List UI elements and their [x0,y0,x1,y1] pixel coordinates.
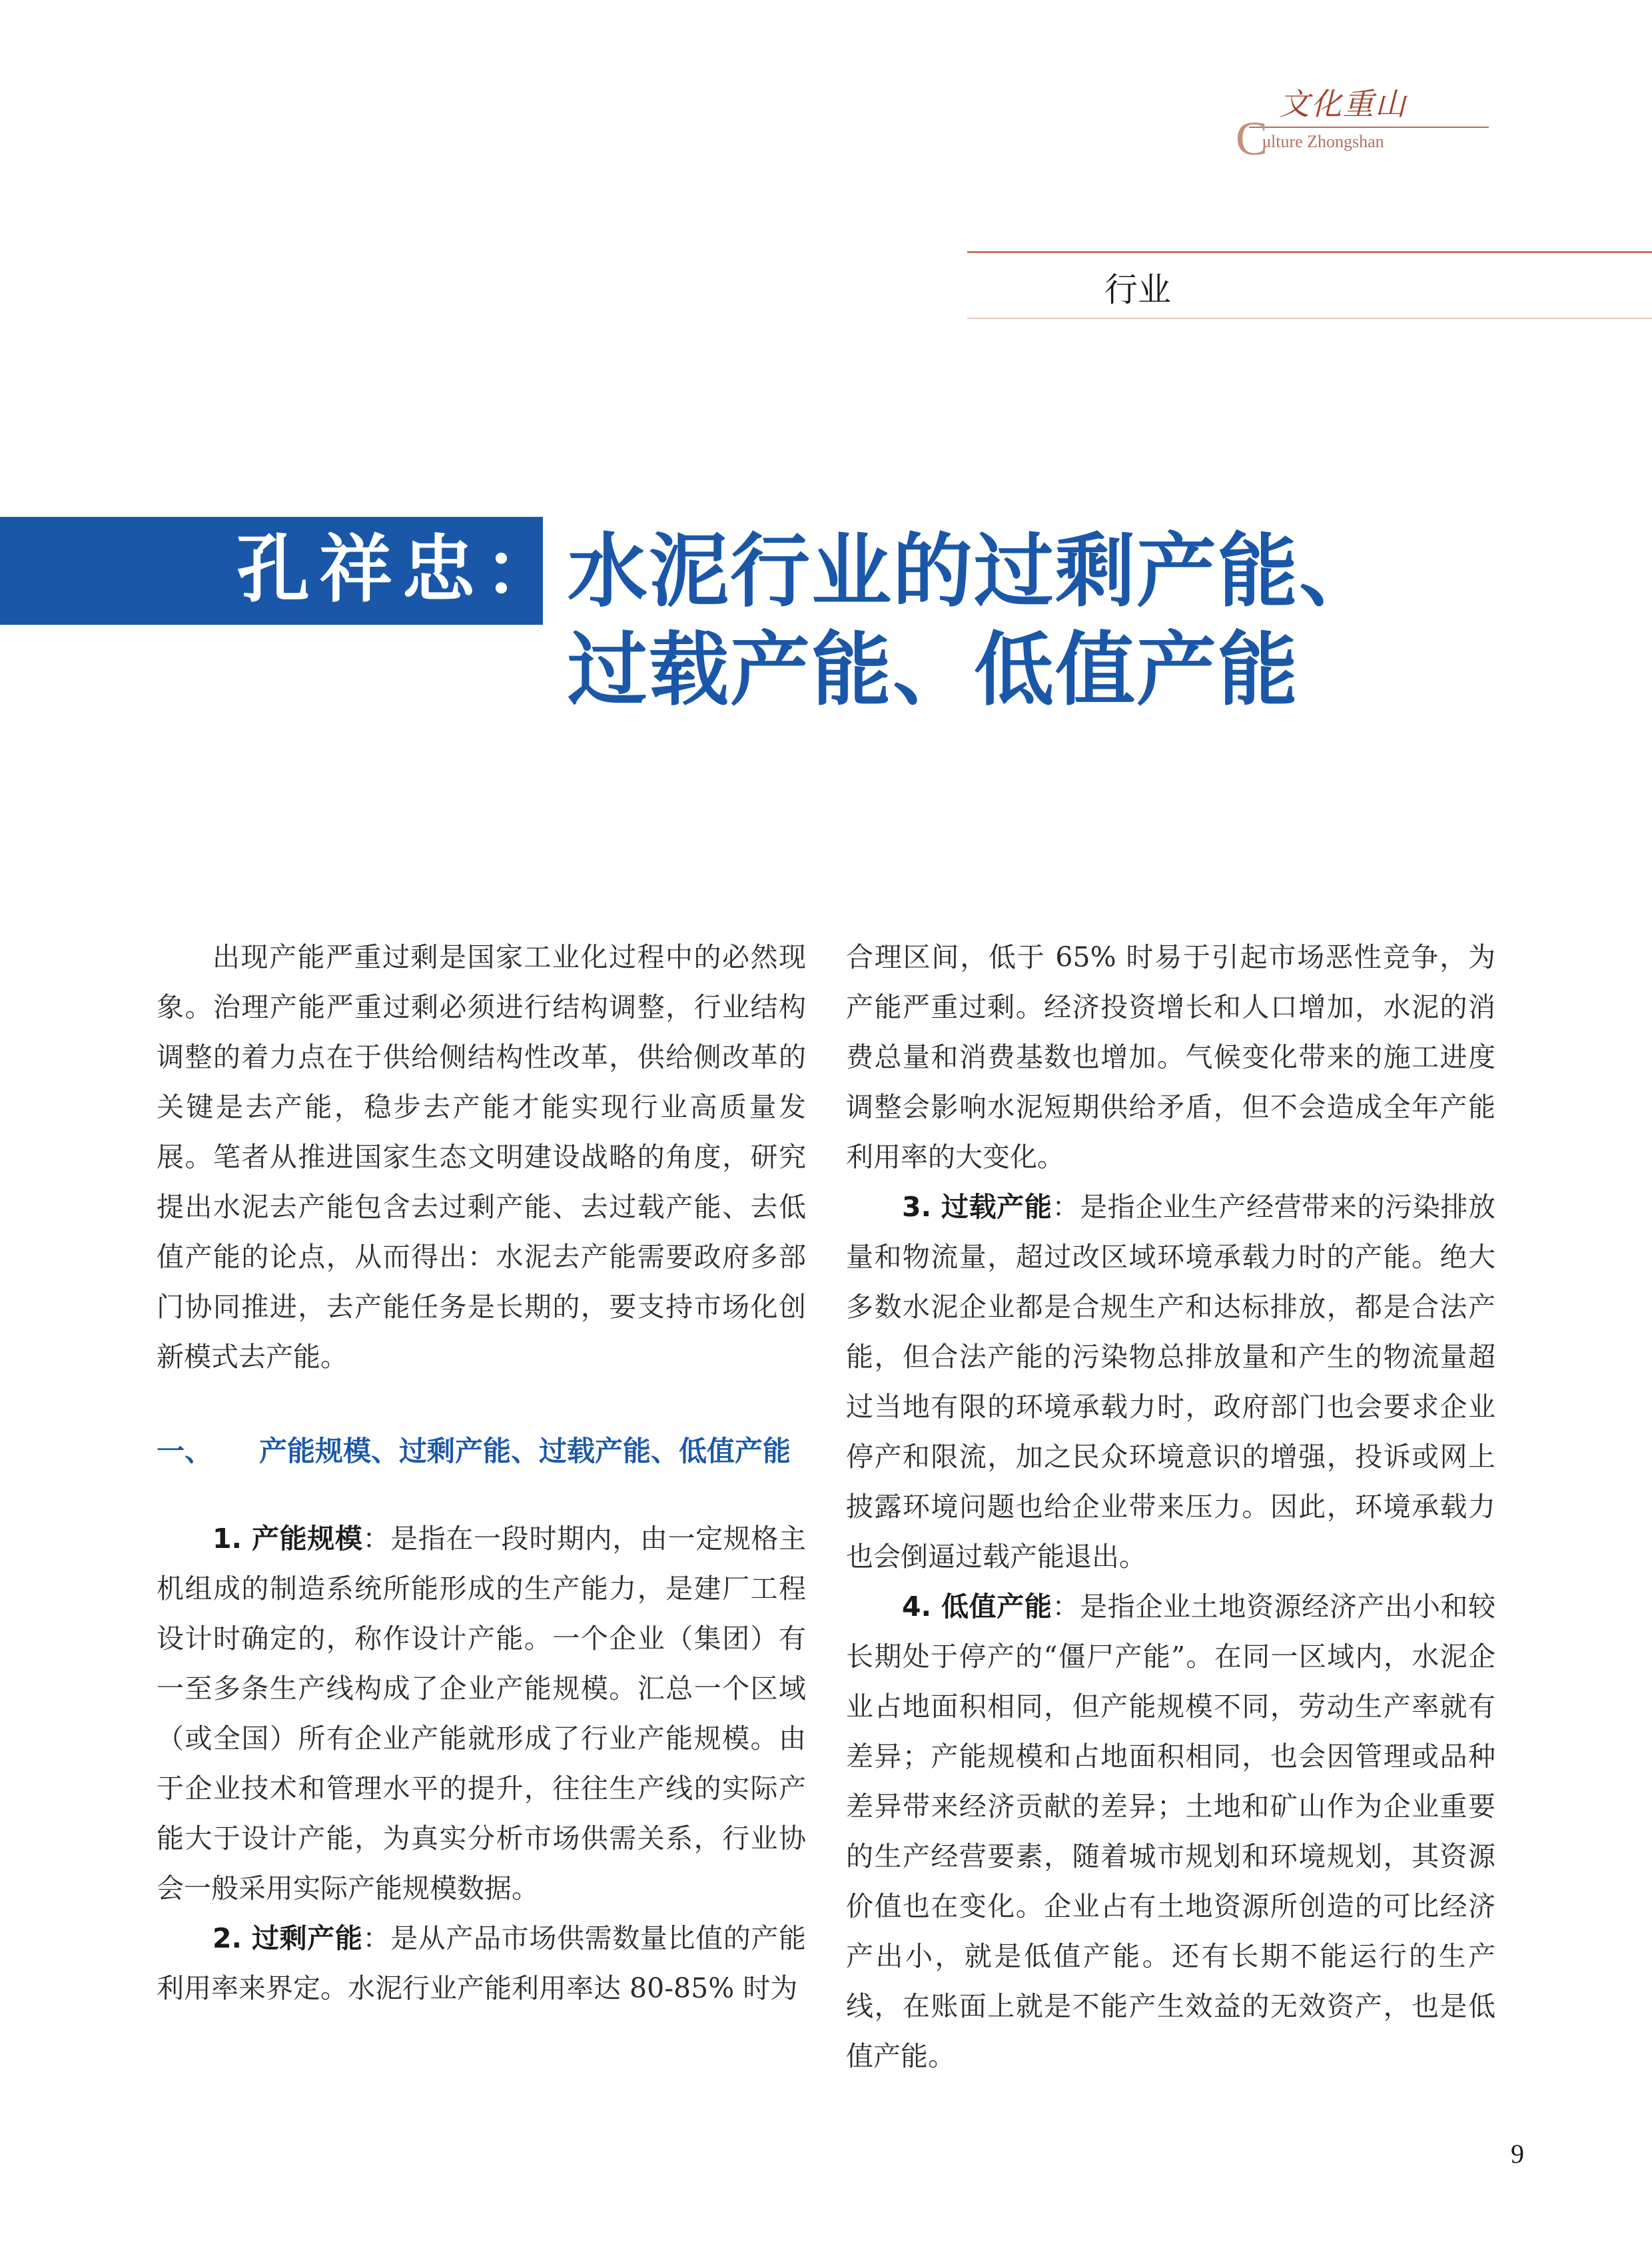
paragraph-low-value-capacity-text: ：是指企业土地资源经济产出小和较长期处于停产的“僵尸产能”。在同一区域内，水泥企业占地面积相同，但产能规模不同，劳动生产率就有差异；产能规模和占地面积相同，也会因管理或品种差异带来经济贡献的差异；土地和矿山作为企业重要的生产经营要素，随着城市规划和环境规划，其资源价值也在变化。企业占有土地资源所创造的可比经济产出小，就是低值产能。还有长期不能运行的生产线，在账面上就是不能产生效益的无效资产，也是低值产能。 [846,1591,1495,2072]
page-number: 9 [1511,2139,1524,2169]
logo-rule [1249,127,1489,128]
section-top-rule [967,251,1652,253]
title-line-1: 水泥行业的过剩产能、 [568,526,1380,618]
article-title [568,523,1500,720]
section-1-heading [157,1427,806,1475]
paragraph-overload-capacity [846,1182,1495,1582]
paragraph-low-value-capacity [846,1582,1495,2081]
intro-paragraph: 出现产能严重过剩是国家工业化过程中的必然现象。治理产能严重过剩必须进行结构调整，行业结构调整的着力点在于供给侧结构性改革，供给侧改革的关键是去产能，稳步去产能才能实现行业高质量发展。笔者从推进国家生态文明建设战略的角度，研究提出水泥去产能包含去过剩产能、去过载产能、去低值产能的论点，从而得出：水泥去产能需要政府多部门协同推进，去产能任务是长期的，要支持市场化创新模式去产能。 [157,941,806,1373]
author-name: 孔祥忠： [236,526,567,612]
paragraph-excess-capacity-continued: 合理区间，低于 65% 时易于引起市场恶性竞争，为产能严重过剩。经济投资增长和人口增加，水泥的消费总量和消费基数也增加。气候变化带来的施工进度调整会影响水泥短期供给矛盾，但不会造成全年产能利用率的大变化。 [846,941,1495,1173]
paragraph-excess-capacity [157,1914,806,2014]
section-1-number: 一、 [157,1435,213,1467]
paragraph-capacity-scale-text: ：是指在一段时期内，由一定规格主机组成的制造系统所能形成的生产能力，是建厂工程设计时确定的，称作设计产能。一个企业（集团）有一至多条生产线构成了企业产能规模。汇总一个区域（或全国）所有企业产能就形成了行业产能规模。由于企业技术和管理水平的提升，往往生产线的实际产能大于设计产能，为真实分析市场供需关系，行业协会一般采用实际产能规模数据。 [157,1523,806,1904]
section-1-title: 产能规模、过剩产能、过载产能、低值产能 [259,1435,791,1467]
section-bottom-rule [967,318,1652,319]
right-column [846,933,1495,2081]
title-line-2: 过载产能、低值产能 [568,624,1299,717]
term-low-value-capacity: 4. 低值产能 [902,1591,1052,1623]
left-column [157,933,806,2014]
paragraph-capacity-scale [157,1514,806,1914]
paragraph-overload-capacity-text: ：是指企业生产经营带来的污染排放量和物流量，超过改区域环境承载力时的产能。绝大多数水泥企业都是合规生产和达标排放，都是合法产能，但合法产能的污染物总排放量和产生的物流量超过当地有限的环境承载力时，政府部门也会要求企业停产和限流，加之民众环境意识的增强，投诉或网上披露环境问题也给企业带来压力。因此，环境承载力也会倒逼过载产能退出。 [846,1191,1495,1573]
logo-initial: C [1236,112,1268,165]
paragraph-excess-capacity-text-a: ：是从产品市场供需数量比值的产能利用率来界定。水泥行业产能利用率达 80-85% 时为 [157,1922,806,2004]
term-overload-capacity: 3. 过载产能 [902,1191,1052,1223]
logo-english-text: ulture Zhongshan [1262,132,1384,151]
section-label: 行业 [1104,270,1171,309]
magazine-logo [1236,80,1489,165]
term-excess-capacity: 2. 过剩产能 [212,1922,363,1954]
term-capacity-scale: 1. 产能规模 [212,1523,363,1555]
logo-chinese-text: 文化重山 [1279,86,1407,122]
